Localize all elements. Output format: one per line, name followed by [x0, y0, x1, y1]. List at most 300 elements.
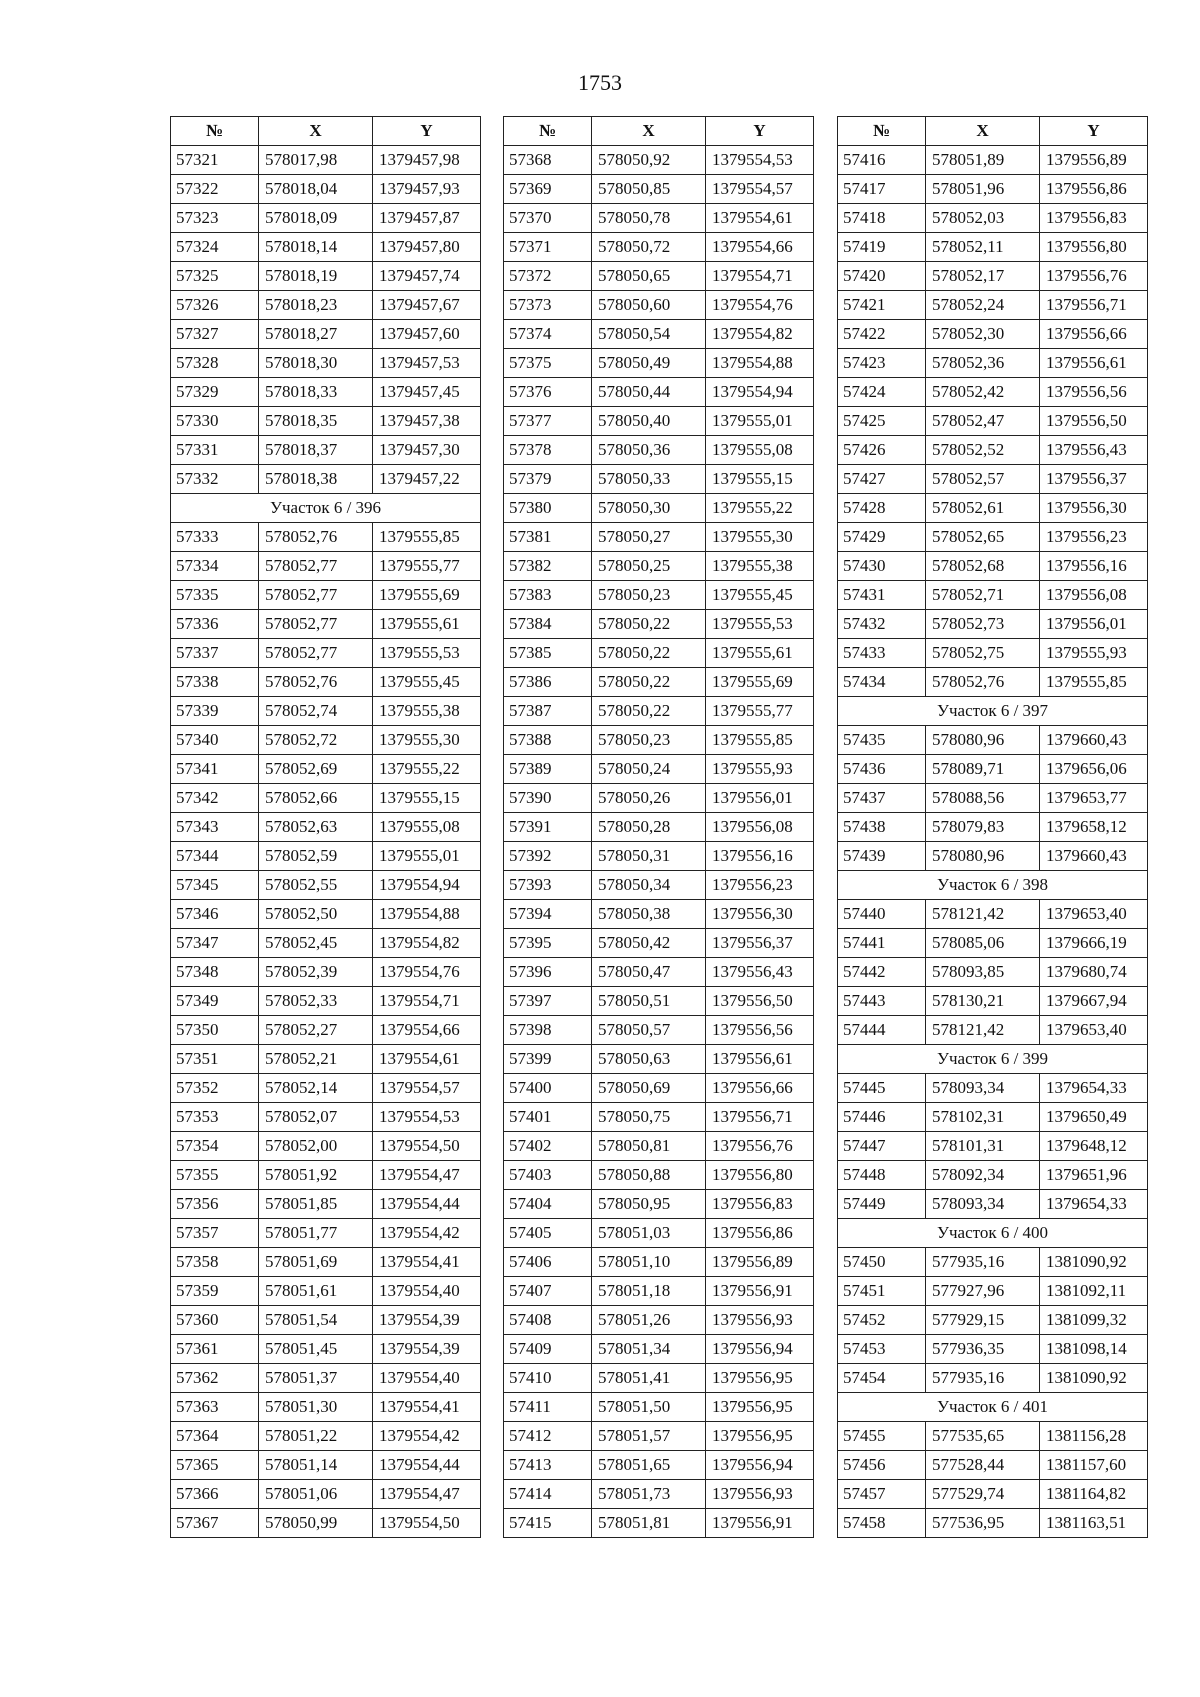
point-number: 57451	[838, 1277, 926, 1306]
point-number: 57405	[504, 1219, 592, 1248]
table-body	[171, 146, 481, 1538]
table-row	[504, 1451, 814, 1480]
table-row	[838, 1277, 1148, 1306]
coordinate-x: 578051,61	[259, 1277, 373, 1306]
coordinate-x: 578051,73	[592, 1480, 706, 1509]
point-number: 57447	[838, 1132, 926, 1161]
section-label: Участок 6 / 400	[838, 1219, 1148, 1248]
header-x: X	[926, 117, 1040, 146]
section-label: Участок 6 / 399	[838, 1045, 1148, 1074]
coordinate-x: 578051,77	[259, 1219, 373, 1248]
point-number: 57357	[171, 1219, 259, 1248]
coordinate-y: 1379650,49	[1040, 1103, 1148, 1132]
point-number: 57370	[504, 204, 592, 233]
coordinate-x: 578050,33	[592, 465, 706, 494]
table-row	[838, 349, 1148, 378]
point-number: 57354	[171, 1132, 259, 1161]
point-number: 57428	[838, 494, 926, 523]
coordinate-y: 1379554,39	[373, 1306, 481, 1335]
coordinate-y: 1379666,19	[1040, 929, 1148, 958]
coordinate-y: 1381092,11	[1040, 1277, 1148, 1306]
point-number: 57458	[838, 1509, 926, 1538]
table-row	[504, 1335, 814, 1364]
coordinate-x: 578052,76	[259, 668, 373, 697]
coordinate-y: 1379554,42	[373, 1219, 481, 1248]
point-number: 57388	[504, 726, 592, 755]
coordinate-x: 578052,73	[926, 610, 1040, 639]
table-row	[838, 842, 1148, 871]
table-row	[171, 1393, 481, 1422]
table-row	[504, 552, 814, 581]
coordinate-y: 1379555,85	[373, 523, 481, 552]
coordinate-x: 578052,50	[259, 900, 373, 929]
table-row	[171, 407, 481, 436]
point-number: 57352	[171, 1074, 259, 1103]
coordinate-y: 1379555,22	[373, 755, 481, 784]
coordinate-x: 577929,15	[926, 1306, 1040, 1335]
point-number: 57371	[504, 233, 592, 262]
table-row	[504, 233, 814, 262]
table-row	[171, 1045, 481, 1074]
coordinate-x: 578080,96	[926, 726, 1040, 755]
table-row	[171, 813, 481, 842]
coordinate-y: 1379554,61	[373, 1045, 481, 1074]
point-number: 57417	[838, 175, 926, 204]
coordinate-y: 1379656,06	[1040, 755, 1148, 784]
point-number: 57322	[171, 175, 259, 204]
table-row	[838, 175, 1148, 204]
coordinate-y: 1379457,67	[373, 291, 481, 320]
point-number: 57389	[504, 755, 592, 784]
coordinate-x: 578052,00	[259, 1132, 373, 1161]
coordinate-y: 1379556,94	[706, 1335, 814, 1364]
point-number: 57449	[838, 1190, 926, 1219]
coordinate-y: 1379555,08	[706, 436, 814, 465]
coordinate-y: 1379556,43	[706, 958, 814, 987]
point-number: 57426	[838, 436, 926, 465]
coordinate-x: 578052,61	[926, 494, 1040, 523]
coordinate-x: 578050,30	[592, 494, 706, 523]
coordinate-x: 578052,76	[926, 668, 1040, 697]
table-row	[504, 262, 814, 291]
point-number: 57457	[838, 1480, 926, 1509]
point-number: 57450	[838, 1248, 926, 1277]
coordinate-x: 578052,11	[926, 233, 1040, 262]
table-row	[171, 668, 481, 697]
coordinate-y: 1379556,76	[1040, 262, 1148, 291]
coordinate-x: 578050,31	[592, 842, 706, 871]
point-number: 57345	[171, 871, 259, 900]
coordinate-y: 1379556,86	[1040, 175, 1148, 204]
coordinate-x: 578051,30	[259, 1393, 373, 1422]
section-row	[838, 1219, 1148, 1248]
coordinate-x: 578050,22	[592, 697, 706, 726]
point-number: 57455	[838, 1422, 926, 1451]
coordinate-y: 1379555,15	[373, 784, 481, 813]
point-number: 57358	[171, 1248, 259, 1277]
coordinate-y: 1379554,39	[373, 1335, 481, 1364]
point-number: 57344	[171, 842, 259, 871]
coordinate-x: 578052,24	[926, 291, 1040, 320]
table-row	[171, 1074, 481, 1103]
coordinate-x: 578052,74	[259, 697, 373, 726]
table-row	[171, 784, 481, 813]
coordinate-x: 578051,22	[259, 1422, 373, 1451]
point-number: 57350	[171, 1016, 259, 1045]
coordinate-y: 1379457,30	[373, 436, 481, 465]
point-number: 57442	[838, 958, 926, 987]
coordinate-y: 1379555,22	[706, 494, 814, 523]
point-number: 57419	[838, 233, 926, 262]
coordinate-y: 1379555,69	[373, 581, 481, 610]
coordinate-x: 578050,42	[592, 929, 706, 958]
table-row	[504, 175, 814, 204]
point-number: 57436	[838, 755, 926, 784]
coordinate-y: 1379556,91	[706, 1509, 814, 1538]
coordinate-x: 578051,06	[259, 1480, 373, 1509]
coordinate-x: 578052,07	[259, 1103, 373, 1132]
table-row	[838, 581, 1148, 610]
point-number: 57412	[504, 1422, 592, 1451]
table-row	[171, 378, 481, 407]
coordinate-x: 578093,34	[926, 1190, 1040, 1219]
table-row	[171, 929, 481, 958]
table-row	[171, 697, 481, 726]
table-row	[171, 204, 481, 233]
coordinate-y: 1379556,66	[706, 1074, 814, 1103]
coordinate-y: 1379556,80	[706, 1161, 814, 1190]
header-number: №	[838, 117, 926, 146]
point-number: 57327	[171, 320, 259, 349]
table-row	[838, 1422, 1148, 1451]
coordinate-x: 578052,27	[259, 1016, 373, 1045]
coordinate-y: 1379555,15	[706, 465, 814, 494]
point-number: 57366	[171, 1480, 259, 1509]
table-row	[504, 1364, 814, 1393]
table-row	[838, 813, 1148, 842]
table-row	[171, 842, 481, 871]
coordinate-y: 1379556,93	[706, 1306, 814, 1335]
coordinate-x: 577536,95	[926, 1509, 1040, 1538]
point-number: 57338	[171, 668, 259, 697]
table-row	[504, 668, 814, 697]
table-row	[838, 494, 1148, 523]
table-body	[504, 146, 814, 1538]
coordinate-y: 1379556,50	[1040, 407, 1148, 436]
coordinate-x: 578052,77	[259, 581, 373, 610]
coordinate-x: 578052,30	[926, 320, 1040, 349]
table-header-row	[171, 117, 481, 146]
coordinate-x: 578052,72	[259, 726, 373, 755]
table-row	[171, 465, 481, 494]
table-row	[504, 581, 814, 610]
point-number: 57362	[171, 1364, 259, 1393]
coordinate-x: 578050,28	[592, 813, 706, 842]
coordinate-x: 577535,65	[926, 1422, 1040, 1451]
table-row	[838, 146, 1148, 175]
coordinate-x: 578051,69	[259, 1248, 373, 1277]
coordinate-x: 578052,76	[259, 523, 373, 552]
point-number: 57336	[171, 610, 259, 639]
point-number: 57383	[504, 581, 592, 610]
coordinate-y: 1379556,08	[706, 813, 814, 842]
table-row	[171, 581, 481, 610]
coordinate-y: 1379554,41	[373, 1393, 481, 1422]
coordinate-y: 1379556,56	[1040, 378, 1148, 407]
point-number: 57415	[504, 1509, 592, 1538]
table-row	[504, 842, 814, 871]
table-row	[504, 929, 814, 958]
coordinate-y: 1379680,74	[1040, 958, 1148, 987]
coordinate-x: 578050,95	[592, 1190, 706, 1219]
table-row	[838, 639, 1148, 668]
table-row	[504, 1219, 814, 1248]
coordinate-y: 1379660,43	[1040, 842, 1148, 871]
table-row	[504, 1190, 814, 1219]
coordinate-y: 1379556,89	[1040, 146, 1148, 175]
coordinates-table-column-2	[503, 116, 814, 1538]
point-number: 57347	[171, 929, 259, 958]
table-row	[171, 1248, 481, 1277]
coordinate-y: 1379653,77	[1040, 784, 1148, 813]
table-row	[171, 1161, 481, 1190]
table-row	[504, 1393, 814, 1422]
coordinate-y: 1379556,30	[706, 900, 814, 929]
table-row	[838, 900, 1148, 929]
point-number: 57340	[171, 726, 259, 755]
coordinate-x: 578018,37	[259, 436, 373, 465]
coordinate-x: 578052,66	[259, 784, 373, 813]
coordinate-x: 578052,71	[926, 581, 1040, 610]
point-number: 57401	[504, 1103, 592, 1132]
point-number: 57361	[171, 1335, 259, 1364]
section-row	[838, 1393, 1148, 1422]
coordinate-y: 1379555,01	[706, 407, 814, 436]
table-header-row	[504, 117, 814, 146]
coordinate-x: 578050,49	[592, 349, 706, 378]
table-row	[171, 900, 481, 929]
coordinate-y: 1379457,38	[373, 407, 481, 436]
point-number: 57394	[504, 900, 592, 929]
coordinate-y: 1379556,71	[1040, 291, 1148, 320]
coordinate-y: 1379556,66	[1040, 320, 1148, 349]
point-number: 57410	[504, 1364, 592, 1393]
coordinate-x: 578051,89	[926, 146, 1040, 175]
point-number: 57337	[171, 639, 259, 668]
table-row	[838, 1364, 1148, 1393]
table-row	[838, 668, 1148, 697]
point-number: 57434	[838, 668, 926, 697]
table-row	[838, 1451, 1148, 1480]
coordinate-y: 1379653,40	[1040, 1016, 1148, 1045]
coordinate-x: 578051,41	[592, 1364, 706, 1393]
coordinate-x: 578050,72	[592, 233, 706, 262]
point-number: 57375	[504, 349, 592, 378]
point-number: 57422	[838, 320, 926, 349]
coordinate-y: 1379554,94	[706, 378, 814, 407]
coordinate-x: 577529,74	[926, 1480, 1040, 1509]
table-row	[171, 1364, 481, 1393]
table-row	[171, 523, 481, 552]
coordinate-y: 1379556,01	[706, 784, 814, 813]
point-number: 57333	[171, 523, 259, 552]
point-number: 57440	[838, 900, 926, 929]
coordinate-y: 1379556,94	[706, 1451, 814, 1480]
coordinate-x: 578018,38	[259, 465, 373, 494]
coordinate-x: 578018,30	[259, 349, 373, 378]
coordinate-x: 578050,40	[592, 407, 706, 436]
point-number: 57399	[504, 1045, 592, 1074]
table-row	[504, 523, 814, 552]
coordinate-x: 578050,92	[592, 146, 706, 175]
header-number: №	[171, 117, 259, 146]
table-row	[838, 1103, 1148, 1132]
coordinate-y: 1379555,77	[373, 552, 481, 581]
table-body	[838, 146, 1148, 1538]
coordinate-x: 578051,34	[592, 1335, 706, 1364]
table-row	[171, 1016, 481, 1045]
coordinate-y: 1379651,96	[1040, 1161, 1148, 1190]
coordinate-y: 1379556,80	[1040, 233, 1148, 262]
coordinate-y: 1379555,30	[373, 726, 481, 755]
header-number: №	[504, 117, 592, 146]
point-number: 57433	[838, 639, 926, 668]
table-row	[504, 1277, 814, 1306]
point-number: 57324	[171, 233, 259, 262]
point-number: 57381	[504, 523, 592, 552]
table-row	[504, 1132, 814, 1161]
coordinate-y: 1379555,61	[373, 610, 481, 639]
table-row	[504, 639, 814, 668]
point-number: 57376	[504, 378, 592, 407]
coordinate-x: 578102,31	[926, 1103, 1040, 1132]
table-header-row	[838, 117, 1148, 146]
point-number: 57443	[838, 987, 926, 1016]
coordinate-y: 1379556,91	[706, 1277, 814, 1306]
point-number: 57356	[171, 1190, 259, 1219]
coordinate-x: 578050,69	[592, 1074, 706, 1103]
coordinate-y: 1379556,76	[706, 1132, 814, 1161]
coordinate-y: 1379556,83	[706, 1190, 814, 1219]
coordinate-y: 1379554,94	[373, 871, 481, 900]
section-row	[171, 494, 481, 523]
coordinate-y: 1379555,53	[373, 639, 481, 668]
header-y: Y	[373, 117, 481, 146]
point-number: 57452	[838, 1306, 926, 1335]
point-number: 57396	[504, 958, 592, 987]
point-number: 57329	[171, 378, 259, 407]
coordinate-y: 1379555,93	[706, 755, 814, 784]
coordinate-y: 1379554,41	[373, 1248, 481, 1277]
coordinate-x: 578050,99	[259, 1509, 373, 1538]
coordinate-x: 578052,45	[259, 929, 373, 958]
point-number: 57454	[838, 1364, 926, 1393]
coordinate-x: 578052,63	[259, 813, 373, 842]
point-number: 57321	[171, 146, 259, 175]
point-number: 57355	[171, 1161, 259, 1190]
point-number: 57402	[504, 1132, 592, 1161]
coordinate-x: 578050,60	[592, 291, 706, 320]
coordinate-x: 578050,38	[592, 900, 706, 929]
coordinate-y: 1379556,23	[1040, 523, 1148, 552]
table-row	[504, 1161, 814, 1190]
table-row	[838, 204, 1148, 233]
coordinate-x: 578051,85	[259, 1190, 373, 1219]
point-number: 57335	[171, 581, 259, 610]
table-row	[171, 175, 481, 204]
point-number: 57403	[504, 1161, 592, 1190]
coordinate-x: 578051,92	[259, 1161, 373, 1190]
table-row	[171, 233, 481, 262]
point-number: 57456	[838, 1451, 926, 1480]
point-number: 57439	[838, 842, 926, 871]
point-number: 57421	[838, 291, 926, 320]
coordinate-x: 578051,50	[592, 1393, 706, 1422]
coordinate-y: 1379555,08	[373, 813, 481, 842]
table-row	[838, 233, 1148, 262]
table-row	[171, 320, 481, 349]
coordinate-y: 1379556,50	[706, 987, 814, 1016]
coordinate-x: 578050,63	[592, 1045, 706, 1074]
coordinate-y: 1379554,66	[706, 233, 814, 262]
coordinates-table-column-1	[170, 116, 481, 1538]
coordinate-y: 1379554,42	[373, 1422, 481, 1451]
point-number: 57395	[504, 929, 592, 958]
coordinate-y: 1379554,66	[373, 1016, 481, 1045]
coordinate-y: 1379554,47	[373, 1480, 481, 1509]
point-number: 57423	[838, 349, 926, 378]
coordinate-x: 578018,09	[259, 204, 373, 233]
point-number: 57382	[504, 552, 592, 581]
coordinate-x: 578051,81	[592, 1509, 706, 1538]
coordinate-y: 1379554,82	[706, 320, 814, 349]
coordinate-x: 578050,24	[592, 755, 706, 784]
table-row	[838, 958, 1148, 987]
coordinate-y: 1379554,61	[706, 204, 814, 233]
point-number: 57339	[171, 697, 259, 726]
point-number: 57420	[838, 262, 926, 291]
section-label: Участок 6 / 397	[838, 697, 1148, 726]
coordinate-x: 578079,83	[926, 813, 1040, 842]
coordinate-y: 1379457,22	[373, 465, 481, 494]
point-number: 57400	[504, 1074, 592, 1103]
table-row	[838, 407, 1148, 436]
coordinate-x: 578052,59	[259, 842, 373, 871]
point-number: 57359	[171, 1277, 259, 1306]
table-row	[504, 1306, 814, 1335]
point-number: 57397	[504, 987, 592, 1016]
coordinate-x: 578050,85	[592, 175, 706, 204]
coordinate-y: 1379556,71	[706, 1103, 814, 1132]
table-row	[504, 494, 814, 523]
coordinate-x: 578088,56	[926, 784, 1040, 813]
coordinate-x: 578050,65	[592, 262, 706, 291]
coordinate-y: 1381090,92	[1040, 1364, 1148, 1393]
coordinate-y: 1381164,82	[1040, 1480, 1148, 1509]
coordinate-y: 1379457,45	[373, 378, 481, 407]
coordinate-x: 577935,16	[926, 1248, 1040, 1277]
coordinate-y: 1379555,45	[373, 668, 481, 697]
point-number: 57353	[171, 1103, 259, 1132]
point-number: 57374	[504, 320, 592, 349]
table-row	[171, 871, 481, 900]
coordinate-y: 1379554,76	[373, 958, 481, 987]
table-row	[504, 1248, 814, 1277]
coordinate-y: 1379555,77	[706, 697, 814, 726]
coordinate-x: 578050,23	[592, 581, 706, 610]
coordinate-y: 1379556,23	[706, 871, 814, 900]
point-number: 57444	[838, 1016, 926, 1045]
